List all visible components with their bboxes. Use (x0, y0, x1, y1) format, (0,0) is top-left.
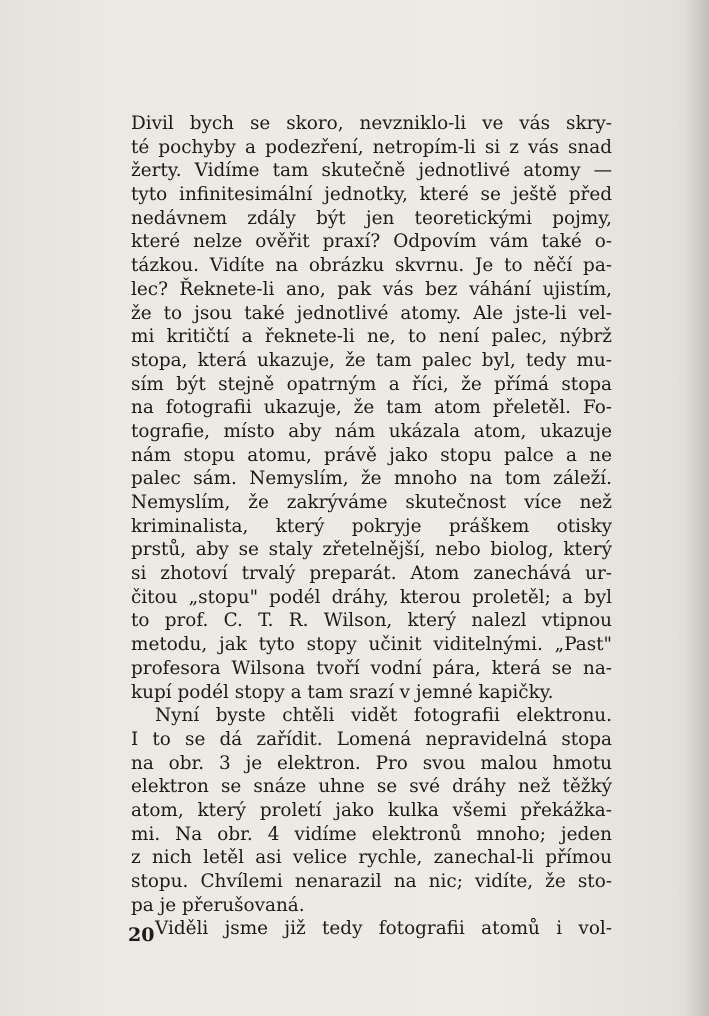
text-line: pa je přerušovaná. (131, 894, 305, 916)
text-line: čitou „stopu" podél dráhy, kterou proletěl; a byl (131, 586, 612, 608)
text-line: kupí podél stopy a tam srazí v jemné kapičky. (131, 681, 554, 703)
text-line: té pochyby a podezření, netropím-li si z vás snad (131, 136, 612, 158)
text-line: z nich letěl asi velice rychle, zanechal-li přímou (131, 847, 612, 869)
text-line: mi kritičtí a řeknete-li ne, to není palec, nýbrž (131, 326, 612, 348)
page-edge-shadow (685, 0, 709, 1016)
text-line: palec sám. Nemyslím, že mnoho na tom záleží. (131, 468, 612, 490)
text-line: Viděli jsme již tedy fotografii atomů i vol- (155, 918, 612, 940)
text-line: stopa, která ukazuje, že tam palec byl, tedy mu- (131, 349, 612, 371)
text-line: profesora Wilsona tvoří vodní pára, která se na- (131, 657, 612, 679)
text-line: Nemyslím, že zakrýváme skutečnost více než (131, 492, 612, 513)
text-line: žerty. Vidíme tam skutečně jednotlivé atomy — (131, 160, 612, 182)
text-line: I to se dá zařídit. Lomená nepravidelná stopa (131, 728, 612, 750)
text-line: nedávnem zdály být jen teoretickými pojmy, (131, 207, 612, 229)
text-line: sím být stejně opatrným a říci, že přímá stopa (131, 373, 612, 395)
text-line: mi. Na obr. 4 vidíme elektronů mnoho; jeden (131, 823, 612, 845)
text-line: metodu, jak tyto stopy učinit viditelnými. „Past" (131, 634, 612, 656)
text-line: elektron se snáze uhne se své dráhy než těžký (131, 776, 612, 798)
text-line: na obr. 3 je elektron. Pro svou malou hmotu (131, 752, 612, 774)
text-line: že to jsou také jednotlivé atomy. Ale jste-li vel- (131, 302, 612, 324)
text-line: tografie, místo aby nám ukázala atom, ukazuje (131, 420, 612, 442)
text-line: Nyní byste chtěli vidět fotografii elektronu. (155, 705, 612, 727)
text-line: Divil bych se skoro, nevzniklo-li ve vás skry- (131, 113, 612, 134)
text-line: si zhotoví trvalý preparát. Atom zanechává ur- (131, 563, 612, 585)
text-line: tázkou. Vidíte na obrázku skvrnu. Je to něčí pa- (131, 255, 612, 277)
text-line: na fotografii ukazuje, že tam atom přeletěl. Fo- (131, 397, 612, 419)
text-line: nám stopu atomu, právě jako stopu palce a ne (131, 444, 612, 466)
text-line: to prof. C. T. R. Wilson, který nalezl vtipnou (131, 610, 612, 632)
text-line: atom, který proletí jako kulka všemi překážka- (131, 799, 612, 821)
text-line: prstů, aby se staly zřetelnější, nebo biolog, který (131, 539, 612, 561)
text-line: které nelze ověřit praxí? Odpovím vám také o- (131, 231, 612, 253)
text-line: lec? Řeknete-li ano, pak vás bez váhání ujistím, (131, 278, 612, 300)
text-line: tyto infinitesimální jednotky, které se ještě před (131, 184, 612, 206)
text-line: kriminalista, který pokryje práškem otisky (131, 515, 612, 537)
text-line: stopu. Chvílemi nenarazil na nic; vidíte, že sto- (131, 871, 612, 892)
body-text (131, 112, 612, 941)
page-number: 20 (128, 924, 155, 946)
